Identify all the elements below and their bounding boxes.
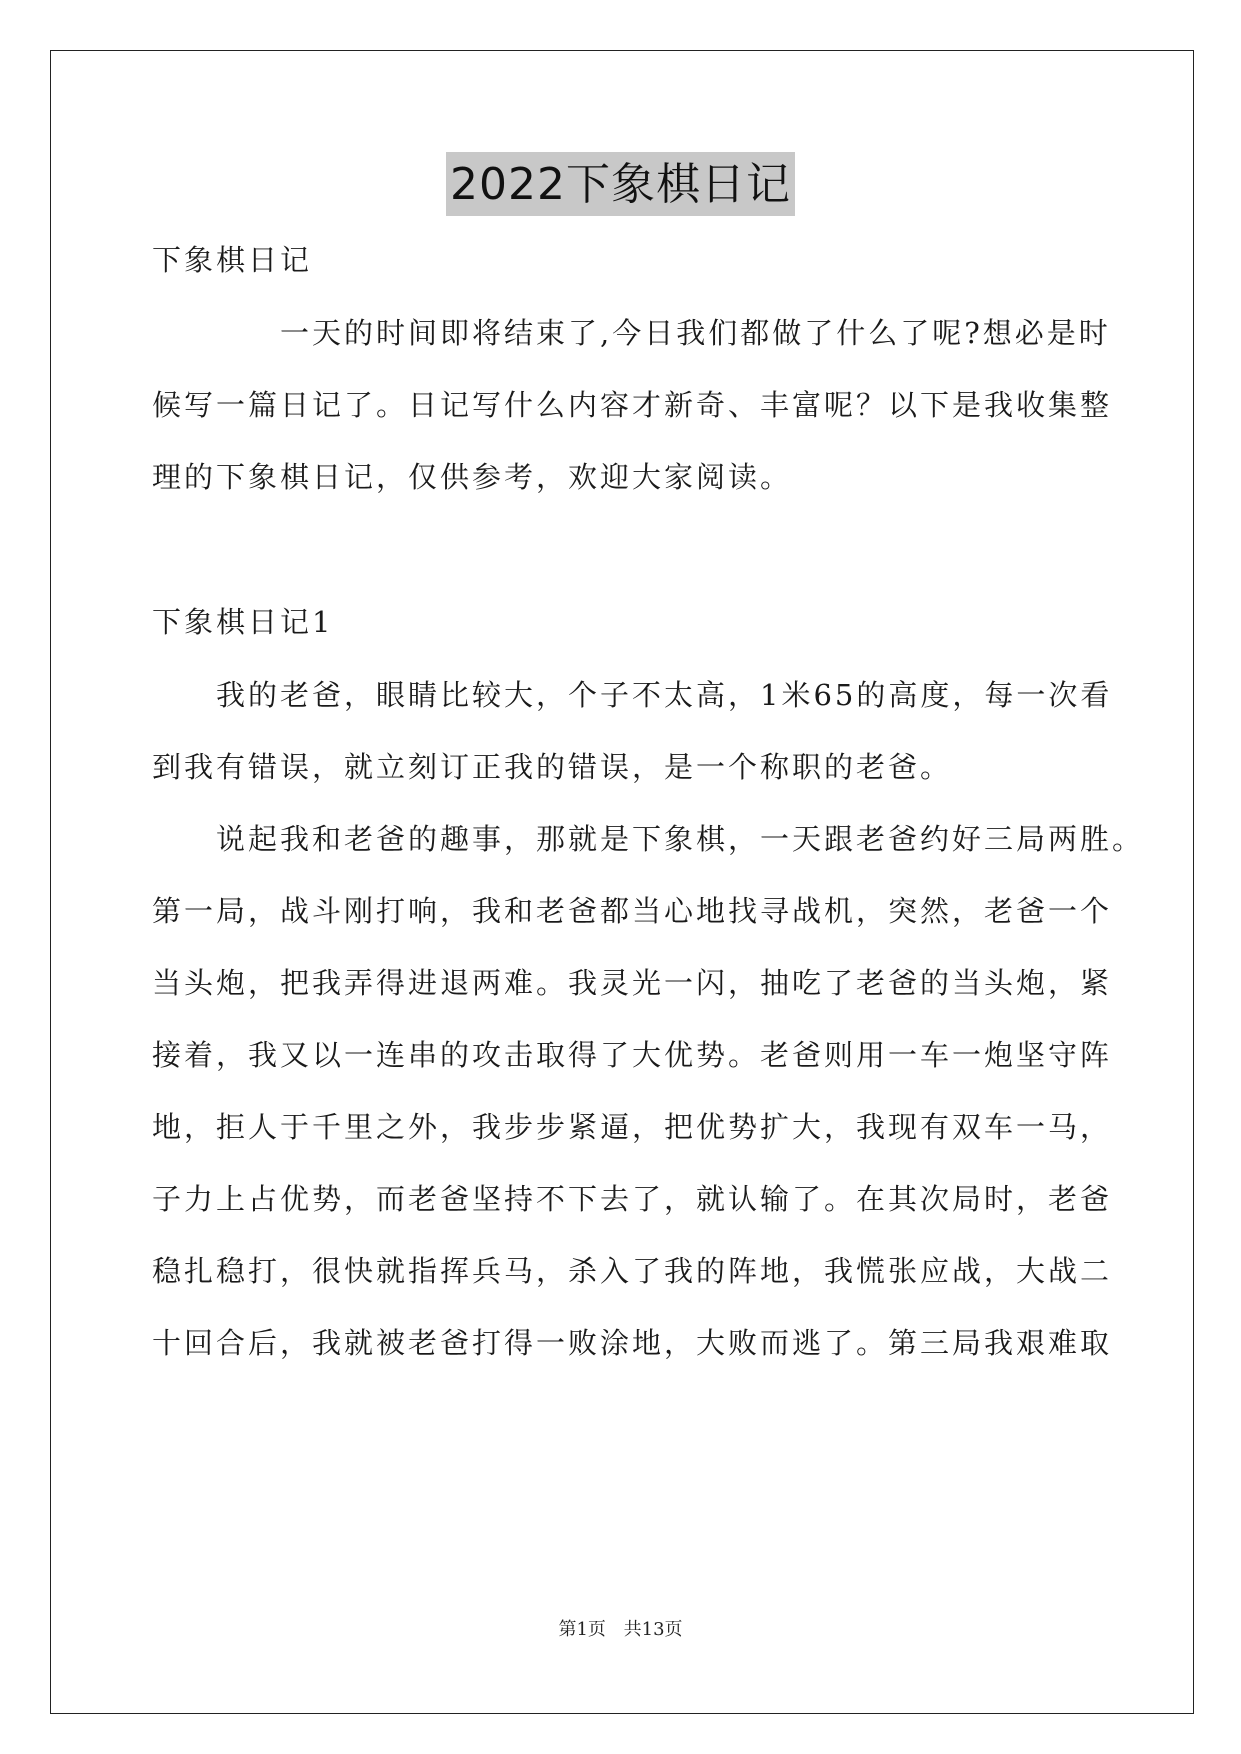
paragraph-line: 十回合后，我就被老爸打得一败涂地，大败而逃了。第三局我艰难取: [152, 1326, 1113, 1360]
paragraph-line: 我的老爸，眼睛比较大，个子不太高，1米65的高度，每一次看: [216, 678, 1113, 712]
page-border: [50, 50, 1194, 1714]
intro-line: 候写一篇日记了。日记写什么内容才新奇、丰富呢？以下是我收集整: [152, 388, 1113, 422]
paragraph-line: 接着，我又以一连串的攻击取得了大优势。老爸则用一车一炮坚守阵: [152, 1038, 1113, 1072]
paragraph-line: 第一局，战斗刚打响，我和老爸都当心地找寻战机，突然，老爸一个: [152, 894, 1113, 928]
intro-line: 理的下象棋日记，仅供参考，欢迎大家阅读。: [152, 460, 793, 494]
section-title: 下象棋日记1: [152, 605, 334, 639]
paragraph-line: 到我有错误，就立刻订正我的错误，是一个称职的老爸。: [152, 750, 953, 784]
paragraph-line: 地，拒人于千里之外，我步步紧逼，把优势扩大，我现有双车一马，: [152, 1110, 1113, 1144]
intro-line: 一天的时间即将结束了,今日我们都做了什么了呢?想必是时: [280, 316, 1111, 350]
title-container: [0, 152, 1241, 216]
document-heading: 下象棋日记: [152, 243, 313, 277]
document-title: 2022下象棋日记: [446, 152, 795, 216]
paragraph-line: 稳扎稳打，很快就指挥兵马，杀入了我的阵地，我慌张应战，大战二: [152, 1254, 1113, 1288]
paragraph-line: 当头炮，把我弄得进退两难。我灵光一闪，抽吃了老爸的当头炮，紧: [152, 966, 1113, 1000]
paragraph-line: 子力上占优势，而老爸坚持不下去了，就认输了。在其次局时，老爸: [152, 1182, 1113, 1216]
page-total: 共13页: [623, 1619, 683, 1640]
page-footer: [0, 1615, 1241, 1641]
paragraph-line: 说起我和老爸的趣事，那就是下象棋，一天跟老爸约好三局两胜。: [216, 822, 1145, 856]
page-number: 第1页: [558, 1619, 606, 1640]
